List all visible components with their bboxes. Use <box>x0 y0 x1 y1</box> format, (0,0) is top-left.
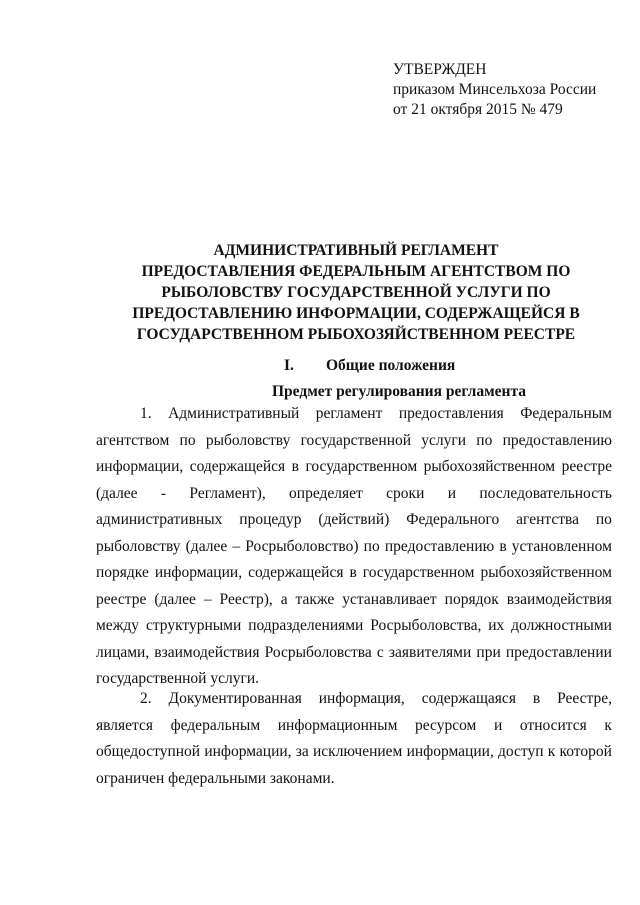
text-word: которой <box>559 743 612 760</box>
text-word: последовательность <box>479 484 612 502</box>
text-line <box>96 481 612 508</box>
text-word: Регламент), <box>189 484 266 502</box>
document-title <box>96 240 616 345</box>
text-word: агентства <box>516 511 579 528</box>
text-word: Реестре, <box>557 690 612 707</box>
section-number: I. <box>284 357 294 374</box>
text-word: доступ <box>498 743 544 760</box>
text-line <box>96 613 612 640</box>
approval-line: приказом Минсельхоза России <box>393 81 597 98</box>
text-word: порядок <box>444 590 499 608</box>
text-word: предоставлению <box>384 537 495 555</box>
text-word: является <box>96 716 153 734</box>
approval-line: от 21 октября 2015 № 479 <box>393 101 563 118</box>
text-word: к <box>604 716 612 734</box>
title-line: РЫБОЛОВСТВУ ГОСУДАРСТВЕННОЙ УСЛУГИ ПО <box>161 284 551 301</box>
text-word: Росрыболовство) <box>245 537 359 555</box>
text-word: предоставлении <box>505 643 612 661</box>
text-line <box>96 640 612 667</box>
text-word: порядке <box>96 564 149 581</box>
text-word: Росрыболовства <box>264 643 372 661</box>
text-line <box>96 560 612 587</box>
text-word: – <box>203 590 212 608</box>
text-word: государственной услуги. <box>96 670 259 687</box>
text-word: определяет <box>289 484 363 502</box>
paragraph-1 <box>96 401 612 693</box>
title-line: АДМИНИСТРАТИВНЫЙ РЕГЛАМЕНТ <box>213 242 499 259</box>
text-word: реестре <box>561 458 612 475</box>
text-word: информации, <box>96 458 184 475</box>
paragraph-2 <box>96 686 612 792</box>
text-word: предоставления <box>398 405 504 422</box>
text-word: содержащейся <box>189 458 286 475</box>
text-line <box>96 766 612 793</box>
text-word: ограничен федеральными законами. <box>96 769 335 787</box>
section-heading <box>284 356 455 376</box>
text-word: а <box>280 590 288 608</box>
text-word: Федеральным <box>520 405 612 422</box>
text-word: взаимодействия <box>506 590 612 608</box>
text-line <box>96 713 612 740</box>
text-word: информации, <box>154 564 243 581</box>
text-word: – <box>232 537 241 555</box>
text-word: (далее <box>154 590 196 608</box>
text-word: административных <box>96 511 223 528</box>
text-word: Административный <box>168 405 300 422</box>
text-word: по <box>595 511 612 528</box>
text-word: реестре <box>96 590 147 608</box>
approval-stamp <box>393 60 596 120</box>
text-word: Реестр), <box>219 590 273 608</box>
text-word: регламент <box>315 405 383 422</box>
text-word: 1. <box>140 405 152 422</box>
text-word: (далее <box>96 484 138 502</box>
text-word: и <box>493 716 503 734</box>
text-word: также <box>295 590 335 608</box>
text-line <box>96 401 612 428</box>
text-line <box>96 534 612 561</box>
text-word: агентством <box>96 431 170 449</box>
text-word: по <box>476 431 493 449</box>
text-word: по <box>363 537 380 555</box>
text-word: содержащейся <box>248 564 344 581</box>
text-word: услуги <box>421 431 467 449</box>
text-word: Федерального <box>406 511 500 528</box>
text-line <box>96 686 612 713</box>
text-word: устанавливает <box>342 590 437 608</box>
text-word: и <box>447 484 457 502</box>
text-word: рыбохозяйственном <box>480 564 612 581</box>
text-word: по <box>179 431 196 449</box>
text-word: к <box>547 743 556 760</box>
title-line: ПРЕДОСТАВЛЕНИЮ ИНФОРМАЦИИ, СОДЕРЖАЩЕЙСЯ В <box>132 305 580 322</box>
text-word: рыбохозяйственном <box>423 458 556 475</box>
text-word: информации, <box>406 743 494 760</box>
text-word: Документированная <box>168 690 302 707</box>
text-word: процедур <box>239 511 302 528</box>
text-word: лицами, <box>96 643 150 661</box>
section-title: Общие положения <box>326 357 456 374</box>
text-word: содержащаяся <box>421 690 516 707</box>
text-word: подразделениями <box>248 617 364 634</box>
text-word: информационным <box>277 716 398 734</box>
text-word: исключением <box>312 743 403 760</box>
text-line <box>96 587 612 614</box>
text-word: заявителями <box>388 643 472 661</box>
text-word: должностными <box>511 617 612 634</box>
text-word: сроки <box>386 484 425 502</box>
title-line: ПРЕДОСТАВЛЕНИЯ ФЕДЕРАЛЬНЫМ АГЕНТСТВОМ ПО <box>141 263 571 280</box>
text-word: государственном <box>305 458 418 475</box>
text-word: за <box>295 743 309 760</box>
text-word: федеральным <box>170 716 261 734</box>
text-line <box>96 739 612 766</box>
text-word: в <box>349 564 357 581</box>
text-word: Росрыболовства, <box>370 617 482 634</box>
text-word: с <box>376 643 384 661</box>
text-word: (далее <box>185 537 228 555</box>
text-word: их <box>488 617 505 634</box>
text-word: общедоступной <box>96 743 201 760</box>
text-word: государственной <box>300 431 412 449</box>
text-word: 2. <box>140 690 152 707</box>
approval-line: УТВЕРЖДЕН <box>393 61 487 78</box>
text-word: в <box>499 537 507 555</box>
text-word: взаимодействия <box>154 643 260 661</box>
text-word: рыболовству <box>205 431 291 449</box>
subheading: Предмет регулирования регламента <box>272 383 526 400</box>
text-line <box>96 507 612 534</box>
text-word: - <box>160 484 167 502</box>
text-word: (действий) <box>318 511 390 528</box>
text-word: относится <box>519 716 587 734</box>
text-word: установленном <box>511 537 612 555</box>
text-word: предоставлению <box>502 431 612 449</box>
title-line: ГОСУДАРСТВЕННОМ РЫБОХОЗЯЙСТВЕННОМ РЕЕСТРЕ <box>136 326 576 343</box>
text-word: ресурсом <box>415 716 477 734</box>
text-word: в <box>291 458 299 475</box>
text-word: при <box>476 643 501 661</box>
text-word: государственном <box>362 564 475 581</box>
text-word: в <box>532 690 541 707</box>
text-word: информация, <box>318 690 405 707</box>
text-line <box>96 428 612 455</box>
text-word: информации, <box>204 743 292 760</box>
text-word: рыболовству <box>96 537 181 555</box>
text-word: структурными <box>145 617 242 634</box>
text-line <box>96 454 612 481</box>
text-word: между <box>96 617 140 634</box>
